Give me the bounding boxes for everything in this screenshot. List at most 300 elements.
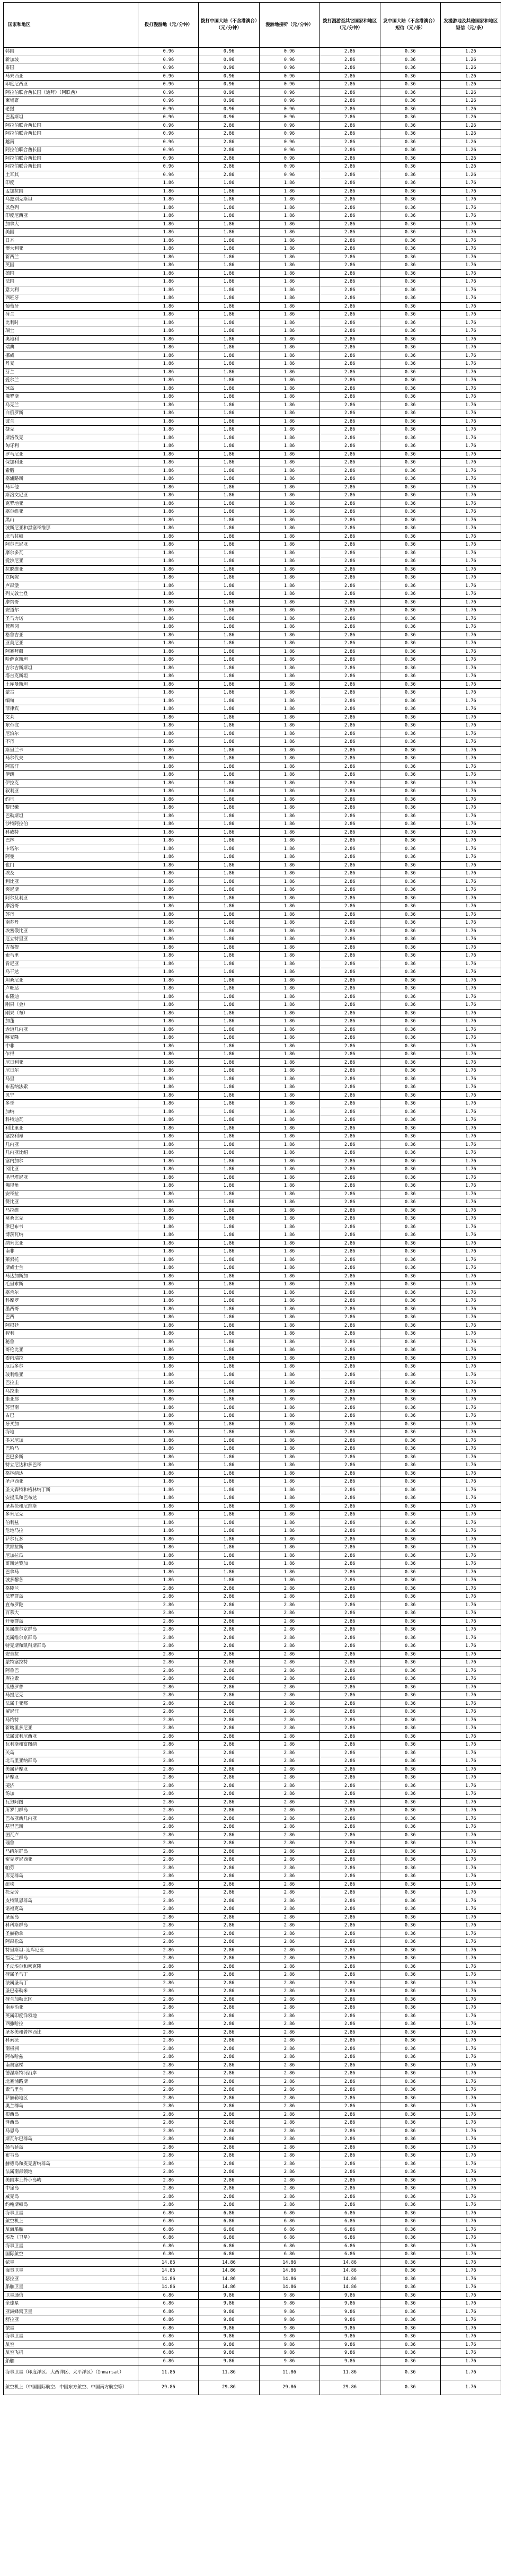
local-call-rate: 1.86	[138, 261, 199, 270]
sms-other-rate: 1.76	[440, 2086, 501, 2095]
call-other-rate: 2.86	[319, 755, 380, 763]
call-mainland-rate: 2.86	[199, 1692, 259, 1700]
table-row	[4, 598, 501, 607]
region-name: 圣赫勒拿	[4, 1930, 138, 1938]
call-other-rate: 2.86	[319, 393, 380, 401]
sms-mainland-rate: 0.36	[380, 121, 440, 130]
call-other-rate: 2.86	[319, 1264, 380, 1273]
call-mainland-rate: 1.86	[199, 1387, 259, 1396]
table-row	[4, 689, 501, 697]
region-name: 墨西哥	[4, 1305, 138, 1313]
sms-mainland-rate: 0.36	[380, 2094, 440, 2102]
receive-call-rate: 1.86	[259, 1206, 319, 1215]
sms-mainland-rate: 0.36	[380, 1667, 440, 1675]
sms-mainland-rate: 0.36	[380, 574, 440, 582]
region-name: 尼日利亚	[4, 1058, 138, 1067]
table-row	[4, 985, 501, 993]
call-mainland-rate: 11.86	[199, 2365, 259, 2380]
receive-call-rate: 2.86	[259, 1864, 319, 1872]
call-other-rate: 2.86	[319, 1026, 380, 1034]
call-other-rate: 2.86	[319, 2152, 380, 2160]
sms-mainland-rate: 0.36	[380, 1346, 440, 1355]
local-call-rate: 1.86	[138, 1396, 199, 1404]
call-other-rate: 2.86	[319, 1034, 380, 1042]
call-other-rate: 2.86	[319, 261, 380, 270]
sms-mainland-rate: 0.36	[380, 1173, 440, 1182]
local-call-rate: 0.96	[138, 97, 199, 106]
local-call-rate: 1.86	[138, 327, 199, 336]
call-other-rate: 2.86	[319, 647, 380, 656]
call-other-rate: 9.86	[319, 2349, 380, 2358]
region-name: 孟加拉国	[4, 187, 138, 196]
region-name: 黑山	[4, 516, 138, 524]
call-mainland-rate: 2.86	[199, 1749, 259, 1757]
sms-mainland-rate: 0.36	[380, 1790, 440, 1799]
region-name: 东帝汶	[4, 722, 138, 730]
sms-other-rate: 1.76	[440, 861, 501, 870]
region-name: 瓦利斯和富图纳	[4, 1741, 138, 1749]
table-row	[4, 1560, 501, 1569]
table-row	[4, 2110, 501, 2119]
receive-call-rate: 2.86	[259, 2176, 319, 2185]
receive-call-rate: 1.86	[259, 344, 319, 352]
call-other-rate: 2.86	[319, 705, 380, 714]
table-row	[4, 138, 501, 146]
sms-other-rate: 1.76	[440, 2250, 501, 2259]
local-call-rate: 2.86	[138, 2028, 199, 2037]
sms-other-rate: 1.76	[440, 1494, 501, 1503]
local-call-rate: 1.86	[138, 475, 199, 484]
call-other-rate: 2.86	[319, 302, 380, 311]
sms-mainland-rate: 0.36	[380, 1404, 440, 1412]
call-other-rate: 2.86	[319, 1223, 380, 1231]
call-other-rate: 9.86	[319, 2308, 380, 2316]
receive-call-rate: 1.86	[259, 960, 319, 968]
region-name: 加拿大	[4, 220, 138, 229]
table-row	[4, 1075, 501, 1083]
call-mainland-rate: 1.86	[199, 1289, 259, 1297]
sms-mainland-rate: 0.36	[380, 1248, 440, 1256]
table-row	[4, 1429, 501, 1437]
region-name: 多哥	[4, 1100, 138, 1108]
receive-call-rate: 1.86	[259, 615, 319, 623]
local-call-rate: 1.86	[138, 689, 199, 697]
sms-mainland-rate: 0.36	[380, 1979, 440, 1987]
table-row	[4, 730, 501, 738]
receive-call-rate: 2.86	[259, 1831, 319, 1839]
region-name: 瑞典	[4, 344, 138, 352]
sms-mainland-rate: 0.36	[380, 97, 440, 106]
call-other-rate: 2.86	[319, 56, 380, 64]
sms-mainland-rate: 0.36	[380, 360, 440, 369]
receive-call-rate: 1.86	[259, 1560, 319, 1569]
call-mainland-rate: 1.86	[199, 672, 259, 681]
call-other-rate: 2.86	[319, 1617, 380, 1626]
local-call-rate: 1.86	[138, 229, 199, 237]
region-name: 佛得角	[4, 1182, 138, 1190]
call-mainland-rate: 1.86	[199, 557, 259, 566]
sms-other-rate: 1.76	[440, 1995, 501, 2004]
call-mainland-rate: 1.86	[199, 204, 259, 212]
receive-call-rate: 1.86	[259, 1412, 319, 1421]
region-name: 梵蒂冈	[4, 623, 138, 632]
sms-other-rate: 1.76	[440, 1297, 501, 1305]
local-call-rate: 1.86	[138, 1133, 199, 1141]
call-mainland-rate: 1.86	[199, 475, 259, 484]
local-call-rate: 1.86	[138, 311, 199, 319]
sms-other-rate: 1.76	[440, 1239, 501, 1248]
region-name: 约旦	[4, 795, 138, 804]
receive-call-rate: 1.86	[259, 352, 319, 360]
sms-other-rate: 1.76	[440, 1856, 501, 1864]
call-other-rate: 14.86	[319, 2275, 380, 2283]
call-other-rate: 2.86	[319, 1486, 380, 1494]
sms-other-rate: 1.76	[440, 1075, 501, 1083]
sms-mainland-rate: 0.36	[380, 368, 440, 376]
call-other-rate: 2.86	[319, 163, 380, 171]
call-mainland-rate: 2.86	[199, 1807, 259, 1815]
table-row	[4, 755, 501, 763]
sms-other-rate: 1.76	[440, 393, 501, 401]
call-other-rate: 2.86	[319, 697, 380, 705]
local-call-rate: 1.86	[138, 1469, 199, 1478]
region-name: 中非	[4, 1042, 138, 1050]
sms-mainland-rate: 0.36	[380, 1675, 440, 1684]
local-call-rate: 2.86	[138, 2045, 199, 2053]
call-mainland-rate: 1.86	[199, 845, 259, 853]
region-name: 赫德岛和麦克唐纳群岛	[4, 2160, 138, 2168]
receive-call-rate: 1.86	[259, 1264, 319, 1273]
receive-call-rate: 1.86	[259, 417, 319, 426]
sms-other-rate: 1.76	[440, 985, 501, 993]
region-name: 蒙古	[4, 689, 138, 697]
region-name: 圣卢西亚	[4, 1478, 138, 1486]
receive-call-rate: 2.86	[259, 1897, 319, 1905]
receive-call-rate: 1.86	[259, 196, 319, 204]
call-mainland-rate: 6.86	[199, 2218, 259, 2226]
call-other-rate: 2.86	[319, 1930, 380, 1938]
sms-mainland-rate: 0.36	[380, 1166, 440, 1174]
local-call-rate: 2.86	[138, 1765, 199, 1774]
table-row	[4, 187, 501, 196]
sms-mainland-rate: 0.36	[380, 1839, 440, 1848]
sms-other-rate: 1.76	[440, 1206, 501, 1215]
sms-other-rate: 1.76	[440, 582, 501, 590]
local-call-rate: 2.86	[138, 2020, 199, 2029]
call-other-rate: 2.86	[319, 1412, 380, 1421]
local-call-rate: 1.86	[138, 607, 199, 615]
table-row	[4, 163, 501, 171]
region-name: 密克罗尼西亚	[4, 1856, 138, 1864]
sms-other-rate: 1.76	[440, 500, 501, 508]
sms-mainland-rate: 0.36	[380, 2020, 440, 2029]
table-row	[4, 1897, 501, 1905]
call-mainland-rate: 1.86	[199, 968, 259, 977]
sms-other-rate: 1.76	[440, 1215, 501, 1223]
region-name: 乌拉圭	[4, 1387, 138, 1396]
local-call-rate: 2.86	[138, 1617, 199, 1626]
call-other-rate: 2.86	[319, 442, 380, 451]
local-call-rate: 1.86	[138, 1321, 199, 1330]
region-name: 纳米比亚	[4, 1239, 138, 1248]
region-name: 尼日尔	[4, 1067, 138, 1075]
call-mainland-rate: 1.86	[199, 327, 259, 336]
receive-call-rate: 2.86	[259, 2135, 319, 2144]
table-row	[4, 1215, 501, 1223]
local-call-rate: 1.86	[138, 1387, 199, 1396]
local-call-rate: 1.86	[138, 647, 199, 656]
region-name: 多米尼克	[4, 1511, 138, 1519]
local-call-rate: 0.96	[138, 163, 199, 171]
receive-call-rate: 1.86	[259, 943, 319, 952]
call-other-rate: 2.86	[319, 1371, 380, 1379]
sms-mainland-rate: 0.36	[380, 1584, 440, 1593]
local-call-rate: 2.86	[138, 1839, 199, 1848]
local-call-rate: 1.86	[138, 541, 199, 549]
local-call-rate: 2.86	[138, 1741, 199, 1749]
sms-other-rate: 1.76	[440, 2341, 501, 2349]
table-row	[4, 952, 501, 960]
call-other-rate: 2.86	[319, 615, 380, 623]
table-row	[4, 483, 501, 492]
local-call-rate: 1.86	[138, 894, 199, 903]
call-other-rate: 2.86	[319, 1889, 380, 1897]
sms-other-rate: 1.76	[440, 204, 501, 212]
receive-call-rate: 6.86	[259, 2209, 319, 2218]
call-other-rate: 2.86	[319, 2028, 380, 2037]
region-name: 海事卫星	[4, 2209, 138, 2218]
call-other-rate: 2.86	[319, 2086, 380, 2095]
region-name: 土耳其	[4, 171, 138, 179]
table-row	[4, 1297, 501, 1305]
call-other-rate: 2.86	[319, 434, 380, 442]
receive-call-rate: 2.86	[259, 2053, 319, 2062]
region-name: 埃及	[4, 870, 138, 878]
call-mainland-rate: 1.86	[199, 1420, 259, 1429]
sms-other-rate: 1.76	[440, 590, 501, 599]
region-name: 圭亚那	[4, 1396, 138, 1404]
sms-mainland-rate: 0.36	[380, 2127, 440, 2135]
call-other-rate: 2.86	[319, 508, 380, 516]
sms-mainland-rate: 0.36	[380, 2349, 440, 2358]
sms-mainland-rate: 0.36	[380, 1922, 440, 1930]
local-call-rate: 2.86	[138, 1675, 199, 1684]
call-mainland-rate: 1.86	[199, 722, 259, 730]
sms-mainland-rate: 0.36	[380, 426, 440, 434]
call-mainland-rate: 2.86	[199, 2061, 259, 2070]
call-mainland-rate: 1.86	[199, 1091, 259, 1100]
local-call-rate: 1.86	[138, 705, 199, 714]
region-name: 瓦努阿图	[4, 1798, 138, 1807]
sms-other-rate: 1.76	[440, 1001, 501, 1010]
region-name: 圣诞岛	[4, 1913, 138, 1922]
header-row	[4, 3, 501, 48]
table-row	[4, 820, 501, 829]
call-mainland-rate: 1.86	[199, 795, 259, 804]
region-name: 航空飞机	[4, 2349, 138, 2358]
sms-other-rate: 1.76	[440, 1182, 501, 1190]
sms-mainland-rate: 0.36	[380, 1880, 440, 1889]
local-call-rate: 2.86	[138, 2160, 199, 2168]
table-row	[4, 1807, 501, 1815]
receive-call-rate: 1.86	[259, 1289, 319, 1297]
sms-other-rate: 1.76	[440, 1971, 501, 1979]
call-mainland-rate: 1.86	[199, 1469, 259, 1478]
region-name: 法属圭亚那	[4, 1699, 138, 1708]
table-row	[4, 1018, 501, 1026]
sms-other-rate: 1.26	[440, 81, 501, 89]
sms-other-rate: 1.76	[440, 903, 501, 911]
call-other-rate: 2.86	[319, 1182, 380, 1190]
table-row	[4, 1774, 501, 1782]
call-other-rate: 2.86	[319, 48, 380, 56]
receive-call-rate: 1.86	[259, 680, 319, 689]
sms-mainland-rate: 0.36	[380, 689, 440, 697]
sms-other-rate: 1.76	[440, 2053, 501, 2062]
receive-call-rate: 1.86	[259, 1527, 319, 1536]
region-name: 海事卫星	[4, 2333, 138, 2341]
sms-other-rate: 1.76	[440, 1774, 501, 1782]
receive-call-rate: 2.86	[259, 1872, 319, 1881]
sms-mainland-rate: 0.36	[380, 1642, 440, 1651]
call-other-rate: 2.86	[319, 2078, 380, 2086]
sms-mainland-rate: 0.36	[380, 1732, 440, 1741]
table-row	[4, 1239, 501, 1248]
call-other-rate: 14.86	[319, 2258, 380, 2267]
call-other-rate: 2.86	[319, 935, 380, 944]
sms-other-rate: 1.76	[440, 1659, 501, 1667]
sms-mainland-rate: 0.36	[380, 2258, 440, 2267]
local-call-rate: 1.86	[138, 442, 199, 451]
local-call-rate: 2.86	[138, 1889, 199, 1897]
receive-call-rate: 1.86	[259, 500, 319, 508]
region-name: 卢旺达	[4, 985, 138, 993]
sms-mainland-rate: 0.36	[380, 943, 440, 952]
call-mainland-rate: 2.86	[199, 1732, 259, 1741]
region-name: 卫星通信	[4, 2291, 138, 2300]
sms-other-rate: 1.76	[440, 2300, 501, 2308]
table-row	[4, 2037, 501, 2045]
table-row	[4, 467, 501, 475]
local-call-rate: 2.86	[138, 1864, 199, 1872]
call-other-rate: 2.86	[319, 1018, 380, 1026]
receive-call-rate: 1.86	[259, 738, 319, 747]
call-mainland-rate: 1.86	[199, 549, 259, 557]
table-row	[4, 130, 501, 138]
sms-other-rate: 1.76	[440, 1601, 501, 1609]
table-row	[4, 664, 501, 672]
call-mainland-rate: 1.86	[199, 467, 259, 475]
region-name: 亚美尼亚	[4, 639, 138, 648]
local-call-rate: 1.86	[138, 1223, 199, 1231]
sms-mainland-rate: 0.36	[380, 738, 440, 747]
call-other-rate: 2.86	[319, 1839, 380, 1848]
call-mainland-rate: 1.86	[199, 253, 259, 261]
call-mainland-rate: 2.86	[199, 1880, 259, 1889]
call-other-rate: 2.86	[319, 845, 380, 853]
call-mainland-rate: 1.86	[199, 927, 259, 935]
region-name: 莱索托	[4, 1256, 138, 1264]
receive-call-rate: 1.86	[259, 1248, 319, 1256]
sms-mainland-rate: 0.36	[380, 1938, 440, 1947]
call-mainland-rate: 1.86	[199, 903, 259, 911]
local-call-rate: 1.86	[138, 1206, 199, 1215]
sms-mainland-rate: 0.36	[380, 968, 440, 977]
call-other-rate: 2.86	[319, 1478, 380, 1486]
receive-call-rate: 1.86	[259, 1313, 319, 1322]
call-other-rate: 2.86	[319, 1675, 380, 1684]
sms-mainland-rate: 0.36	[380, 631, 440, 639]
receive-call-rate: 1.86	[259, 1338, 319, 1346]
table-row	[4, 450, 501, 459]
sms-other-rate: 1.76	[440, 549, 501, 557]
region-name: 比利时	[4, 319, 138, 327]
region-name: 阿鲁巴	[4, 1667, 138, 1675]
local-call-rate: 2.86	[138, 1732, 199, 1741]
sms-mainland-rate: 0.36	[380, 952, 440, 960]
table-row	[4, 2020, 501, 2029]
sms-other-rate: 1.26	[440, 163, 501, 171]
call-mainland-rate: 1.86	[199, 812, 259, 820]
call-other-rate: 2.86	[319, 1880, 380, 1889]
receive-call-rate: 1.86	[259, 935, 319, 944]
sms-other-rate: 1.76	[440, 1955, 501, 1963]
sms-other-rate: 1.76	[440, 870, 501, 878]
receive-call-rate: 1.86	[259, 672, 319, 681]
receive-call-rate: 1.86	[259, 1494, 319, 1503]
sms-mainland-rate: 0.36	[380, 730, 440, 738]
call-mainland-rate: 1.86	[199, 524, 259, 533]
local-call-rate: 1.86	[138, 401, 199, 409]
call-other-rate: 2.86	[319, 1544, 380, 1552]
table-row	[4, 1527, 501, 1536]
receive-call-rate: 2.86	[259, 1847, 319, 1856]
local-call-rate: 2.86	[138, 2135, 199, 2144]
local-call-rate: 2.86	[138, 1856, 199, 1864]
call-other-rate: 2.86	[319, 1584, 380, 1593]
table-row	[4, 1584, 501, 1593]
call-mainland-rate: 1.86	[199, 187, 259, 196]
call-other-rate: 2.86	[319, 121, 380, 130]
sms-mainland-rate: 0.36	[380, 1552, 440, 1560]
call-mainland-rate: 1.86	[199, 1124, 259, 1133]
call-mainland-rate: 2.86	[199, 1593, 259, 1601]
table-row	[4, 1922, 501, 1930]
local-call-rate: 1.86	[138, 837, 199, 845]
sms-mainland-rate: 0.36	[380, 960, 440, 968]
sms-other-rate: 1.76	[440, 1248, 501, 1256]
call-mainland-rate: 1.86	[199, 229, 259, 237]
local-call-rate: 2.86	[138, 1683, 199, 1692]
receive-call-rate: 9.86	[259, 2316, 319, 2325]
table-row	[4, 878, 501, 886]
table-row	[4, 2380, 501, 2395]
receive-call-rate: 1.86	[259, 993, 319, 1001]
call-mainland-rate: 2.86	[199, 1995, 259, 2004]
region-name: 安圭拉	[4, 1650, 138, 1659]
sms-mainland-rate: 0.36	[380, 2061, 440, 2070]
call-other-rate: 2.86	[319, 746, 380, 755]
receive-call-rate: 1.86	[259, 1576, 319, 1585]
table-row	[4, 557, 501, 566]
call-mainland-rate: 1.86	[199, 1313, 259, 1322]
receive-call-rate: 1.86	[259, 968, 319, 977]
sms-other-rate: 1.76	[440, 1544, 501, 1552]
table-row	[4, 245, 501, 253]
call-other-rate: 2.86	[319, 1741, 380, 1749]
receive-call-rate: 0.96	[259, 89, 319, 97]
call-other-rate: 2.86	[319, 2045, 380, 2053]
